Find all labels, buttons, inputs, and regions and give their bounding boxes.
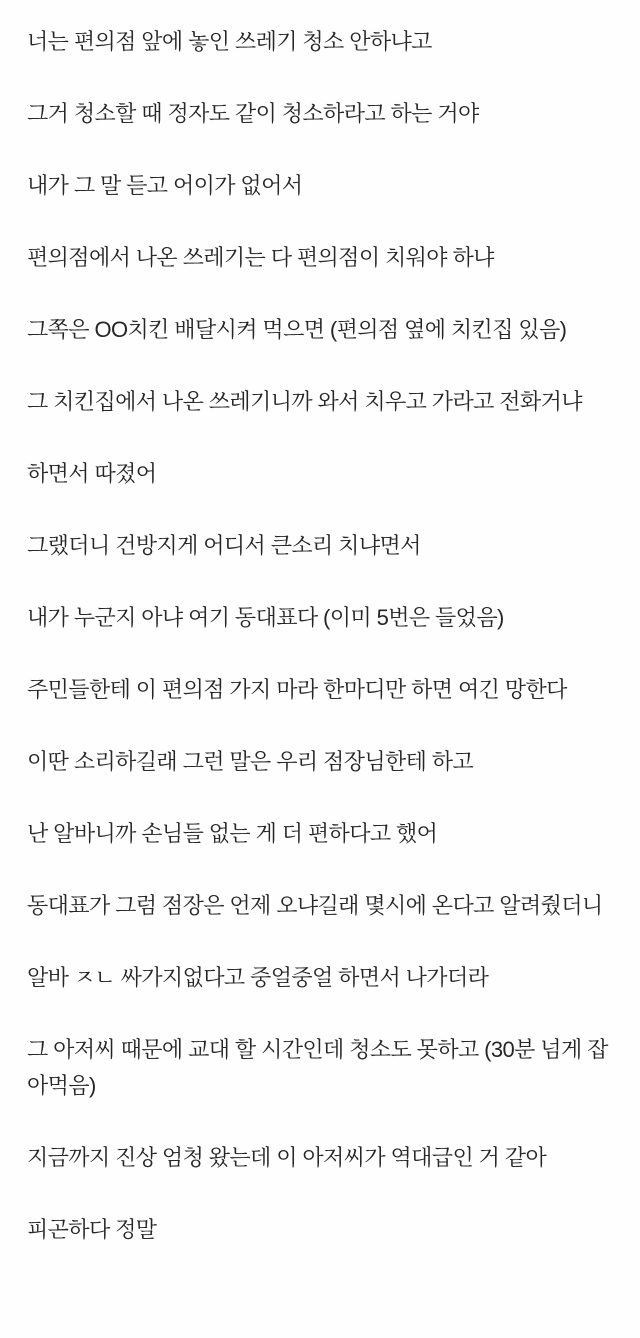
paragraph: 그쪽은 OO치킨 배달시켜 먹으면 (편의점 옆에 치킨집 있음) <box>27 317 567 342</box>
paragraph: 그 아저씨 때문에 교대 할 시간인데 청소도 못하고 (30분 넘게 잡아먹음) <box>27 1037 608 1098</box>
paragraph: 내가 그 말 듣고 어이가 없어서 <box>27 173 303 198</box>
paragraph: 내가 누군지 아냐 여기 동대표다 (이미 5번은 들었음) <box>27 605 504 630</box>
paragraph: 피곤하다 정말 <box>27 1217 157 1242</box>
paragraph: 난 알바니까 손님들 없는 게 더 편하다고 했어 <box>27 821 438 846</box>
paragraph: 동대표가 그럼 점장은 언제 오냐길래 몇시에 온다고 알려줬더니 <box>27 893 603 918</box>
paragraph: 알바 ㅈㄴ 싸가지없다고 중얼중얼 하면서 나가더라 <box>27 965 489 990</box>
paragraph: 너는 편의점 앞에 놓인 쓰레기 청소 안하냐고 <box>27 29 432 54</box>
paragraph: 이딴 소리하길래 그런 말은 우리 점장님한테 하고 <box>27 749 474 774</box>
paragraph: 하면서 따졌어 <box>27 461 157 486</box>
paragraph: 그 치킨집에서 나온 쓰레기니까 와서 치우고 가라고 전화거냐 <box>27 389 582 414</box>
paragraph: 주민들한테 이 편의점 가지 마라 한마디만 하면 여긴 망한다 <box>27 677 567 702</box>
paragraph: 그거 청소할 때 정자도 같이 청소하라고 하는 거야 <box>27 101 479 126</box>
paragraph: 지금까지 진상 엄청 왔는데 이 아저씨가 역대급인 거 같아 <box>27 1145 547 1170</box>
paragraph: 편의점에서 나온 쓰레기는 다 편의점이 치워야 하냐 <box>27 245 494 270</box>
paragraph: 그랬더니 건방지게 어디서 큰소리 치냐면서 <box>27 533 421 558</box>
